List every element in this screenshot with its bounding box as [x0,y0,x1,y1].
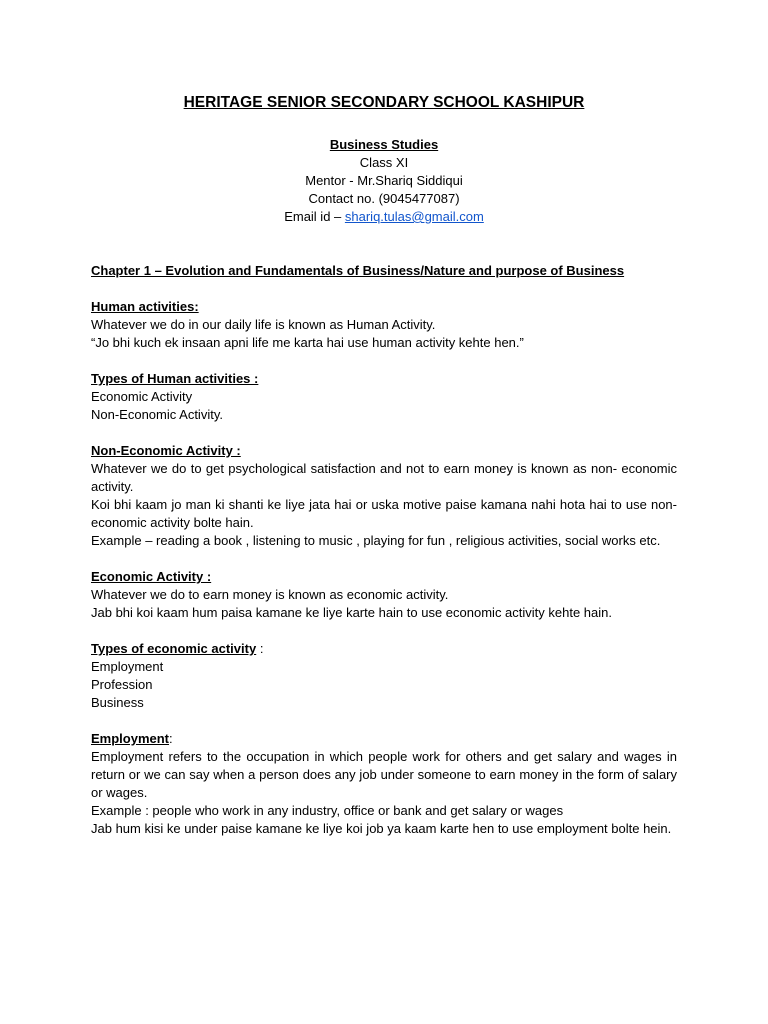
heading-suffix: : [169,731,173,746]
email-line [91,208,677,226]
list-item: Business [91,695,144,710]
section-heading: Economic Activity : [91,569,212,584]
email-link[interactable]: shariq.tulas@gmail.com [344,209,484,224]
paragraph: Example : people who work in any industry, office or bank and get salary or wages [91,803,564,818]
list-item: Profession [91,677,153,692]
section-heading: Human activities: [91,299,199,314]
heading-suffix: : [256,641,264,656]
class-line: Class XI [359,155,409,170]
section-types-human-activities [91,370,677,424]
text-line: Whatever we do in our daily life is known as Human Activity. [91,317,436,332]
section-heading: Types of economic activity [91,641,257,656]
section-heading: Non-Economic Activity : [91,443,241,458]
section-employment [91,730,677,838]
paragraph: Jab hum kisi ke under paise kamane ke liye koi job ya kaam karte hen to use employment bolte hein. [91,821,672,836]
course-header [91,136,677,226]
email-label: Email id – [284,209,345,224]
list-item: Employment [91,659,164,674]
paragraph: Example – reading a book , listening to music , playing for fun , religious activities, social works etc. [91,533,661,548]
section-non-economic-activity [91,442,677,550]
paragraph: Whatever we do to get psychological satisfaction and not to earn money is known as non- economic activity. [91,461,677,494]
mentor-line: Mentor - Mr.Shariq Siddiqui [305,173,463,188]
text-line: Jab bhi koi kaam hum paisa kamane ke liye karte hain to use economic activity kehte hain. [91,605,612,620]
list-item: Economic Activity [91,389,193,404]
section-heading: Types of Human activities : [91,371,259,386]
section-heading: Employment [91,731,170,746]
text-line: “Jo bhi kuch ek insaan apni life me karta hai use human activity kehte hen.” [91,335,524,350]
contact-line: Contact no. (9045477087) [308,191,460,206]
subject-title: Business Studies [329,137,439,152]
text-line: Whatever we do to earn money is known as economic activity. [91,587,449,602]
section-human-activities [91,298,677,352]
school-title: HERITAGE SENIOR SECONDARY SCHOOL KASHIPUR [183,94,585,111]
chapter-title: Chapter 1 – Evolution and Fundamentals of Business/Nature and purpose of Business [91,263,625,278]
section-types-economic-activity [91,640,677,712]
paragraph: Employment refers to the occupation in which people work for others and get salary and wages in return or we can say when a person does any job under someone to earn money in the form of salary or wages. [91,749,677,800]
list-item: Non-Economic Activity. [91,407,223,422]
paragraph: Koi bhi kaam jo man ki shanti ke liye jata hai or uska motive paise kamana nahi hota hai to use non-economic activity bolte hain. [91,497,677,530]
section-economic-activity [91,568,677,622]
